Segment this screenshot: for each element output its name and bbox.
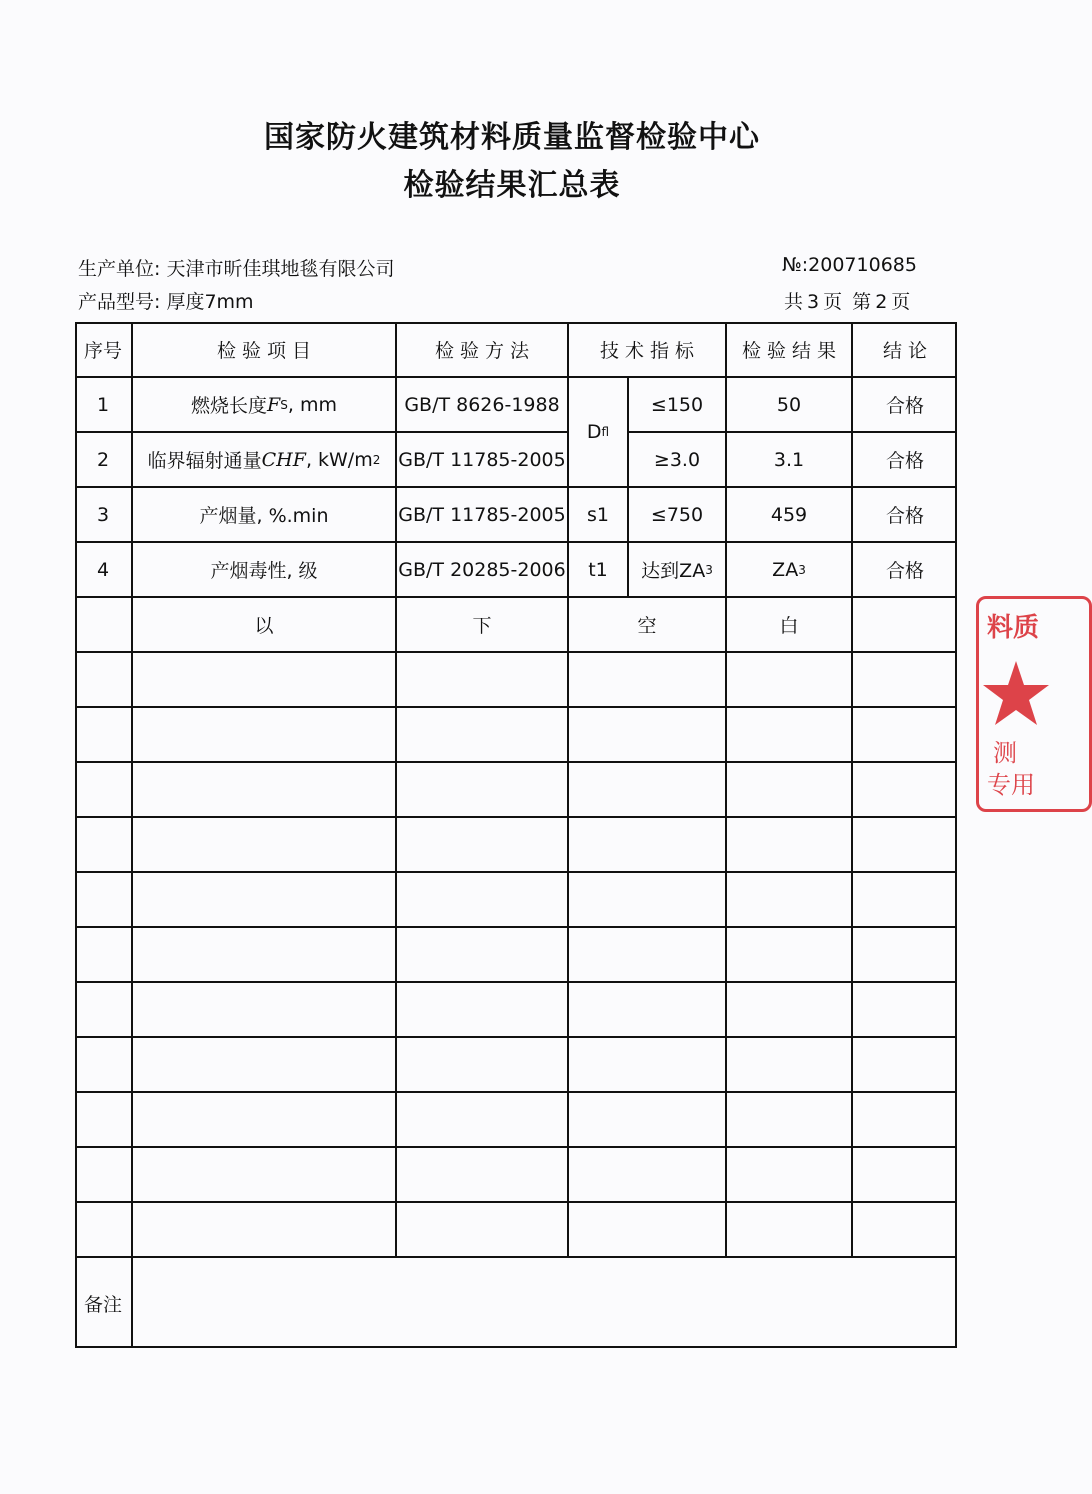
row3-seq: 3 xyxy=(75,488,133,543)
row2-item-symbol: CHF xyxy=(261,448,306,471)
row2-result: 3.1 xyxy=(727,433,853,488)
empty-cell xyxy=(75,818,133,873)
empty-cell xyxy=(397,708,569,763)
model-line xyxy=(78,287,254,314)
empty-cell xyxy=(727,1203,853,1258)
empty-cell xyxy=(397,1038,569,1093)
page-current-prefix: 第 xyxy=(852,291,872,313)
row1-result: 50 xyxy=(727,378,853,433)
empty-cell xyxy=(853,928,957,983)
blank-row-seq xyxy=(75,598,133,653)
empty-cell xyxy=(853,1038,957,1093)
header-item: 检 验 项 目 xyxy=(133,322,397,378)
empty-cell xyxy=(133,1093,397,1148)
producer-label: 生产单位: xyxy=(78,258,161,280)
row1-item-prefix: 燃烧长度 xyxy=(191,395,268,417)
empty-cell xyxy=(397,1203,569,1258)
blank-note-2: 下 xyxy=(397,598,569,653)
empty-cell xyxy=(569,708,727,763)
empty-cell xyxy=(397,818,569,873)
blank-note-1: 以 xyxy=(133,598,397,653)
empty-cell xyxy=(75,928,133,983)
empty-cell xyxy=(397,928,569,983)
blank-row-conclusion xyxy=(853,598,957,653)
empty-cell xyxy=(727,983,853,1038)
empty-cell xyxy=(133,818,397,873)
header-seq: 序号 xyxy=(75,322,133,378)
blank-note-3: 空 xyxy=(569,598,727,653)
row2-item-superscript: 2 xyxy=(372,452,381,467)
empty-cell xyxy=(75,1148,133,1203)
row4-spec xyxy=(629,543,727,598)
empty-cell xyxy=(853,653,957,708)
class-dfl xyxy=(569,378,629,488)
remarks-value xyxy=(133,1258,957,1348)
row4-result-subscript: 3 xyxy=(798,562,806,577)
empty-cell xyxy=(727,763,853,818)
page-total: 3 xyxy=(807,291,820,313)
stamp-bottom-text: 专用 xyxy=(987,771,1035,799)
row4-result-prefix: ZA xyxy=(772,558,799,581)
empty-cell xyxy=(727,928,853,983)
row3-item: 产烟量, %.min xyxy=(133,488,397,543)
empty-cell xyxy=(727,818,853,873)
number-value: 200710685 xyxy=(808,254,917,276)
stamp-mid-text: 测 xyxy=(993,739,1017,767)
row4-seq: 4 xyxy=(75,543,133,598)
empty-cell xyxy=(133,653,397,708)
empty-cell xyxy=(853,818,957,873)
row2-conclusion: 合格 xyxy=(853,433,957,488)
row4-method: GB/T 20285-2006 xyxy=(397,543,569,598)
empty-cell xyxy=(727,653,853,708)
model-label: 产品型号: xyxy=(78,291,161,313)
page-total-suffix: 页 xyxy=(823,291,843,313)
star-icon xyxy=(981,659,1051,729)
page-current: 2 xyxy=(875,291,888,313)
empty-cell xyxy=(397,763,569,818)
header-method: 检 验 方 法 xyxy=(397,322,569,378)
empty-cell xyxy=(397,1093,569,1148)
empty-cell xyxy=(75,873,133,928)
row4-conclusion: 合格 xyxy=(853,543,957,598)
row4-spec-subscript: 3 xyxy=(705,562,713,577)
row2-method: GB/T 11785-2005 xyxy=(397,433,569,488)
row1-seq: 1 xyxy=(75,378,133,433)
empty-cell xyxy=(133,873,397,928)
row1-spec: ≤150 xyxy=(629,378,727,433)
empty-cell xyxy=(727,708,853,763)
row3-method: GB/T 11785-2005 xyxy=(397,488,569,543)
results-table xyxy=(75,322,957,1348)
empty-cell xyxy=(569,1093,727,1148)
stamp-top-text: 料质 xyxy=(987,613,1040,643)
row1-item-symbol: F xyxy=(267,393,281,416)
producer-value: 天津市昕佳琪地毯有限公司 xyxy=(166,258,395,280)
empty-cell xyxy=(853,1203,957,1258)
page-current-suffix: 页 xyxy=(891,291,911,313)
row2-item xyxy=(133,433,397,488)
row1-conclusion: 合格 xyxy=(853,378,957,433)
empty-cell xyxy=(133,1203,397,1258)
row4-class: t1 xyxy=(569,543,629,598)
empty-cell xyxy=(727,1038,853,1093)
empty-cell xyxy=(569,928,727,983)
empty-cell xyxy=(133,928,397,983)
empty-cell xyxy=(569,1203,727,1258)
empty-cell xyxy=(853,1093,957,1148)
empty-cell xyxy=(727,1093,853,1148)
number-label: №: xyxy=(782,254,809,276)
empty-cell xyxy=(75,983,133,1038)
header-result: 检 验 结 果 xyxy=(727,322,853,378)
model-value: 厚度7mm xyxy=(166,291,254,313)
row1-item xyxy=(133,378,397,433)
empty-cell xyxy=(569,983,727,1038)
empty-cell xyxy=(569,1038,727,1093)
report-number-line xyxy=(782,254,917,276)
header-conclusion: 结 论 xyxy=(853,322,957,378)
empty-cell xyxy=(133,983,397,1038)
row4-spec-prefix: 达到ZA xyxy=(641,560,706,582)
class-dfl-main: D xyxy=(586,421,602,443)
empty-cell xyxy=(397,653,569,708)
empty-cell xyxy=(569,873,727,928)
remarks-label: 备注 xyxy=(75,1258,133,1348)
empty-cell xyxy=(133,1148,397,1203)
document-title: 国家防火建筑材料质量监督检验中心 xyxy=(264,120,760,155)
empty-cell xyxy=(727,1148,853,1203)
empty-cell xyxy=(853,708,957,763)
page-indicator xyxy=(782,287,912,314)
row3-result: 459 xyxy=(727,488,853,543)
row3-spec: ≤750 xyxy=(629,488,727,543)
empty-cell xyxy=(569,818,727,873)
blank-note-4: 白 xyxy=(727,598,853,653)
empty-cell xyxy=(75,1203,133,1258)
empty-cell xyxy=(853,1148,957,1203)
row3-conclusion: 合格 xyxy=(853,488,957,543)
header-spec: 技 术 指 标 xyxy=(569,322,727,378)
row2-spec: ≥3.0 xyxy=(629,433,727,488)
empty-cell xyxy=(75,1038,133,1093)
row2-item-suffix: , kW/m xyxy=(305,448,373,471)
row4-item: 产烟毒性, 级 xyxy=(133,543,397,598)
row1-method: GB/T 8626-1988 xyxy=(397,378,569,433)
empty-cell xyxy=(853,873,957,928)
empty-cell xyxy=(727,873,853,928)
row2-item-prefix: 临界辐射通量 xyxy=(147,450,262,472)
empty-cell xyxy=(75,708,133,763)
empty-cell xyxy=(75,763,133,818)
empty-cell xyxy=(569,763,727,818)
empty-cell xyxy=(397,983,569,1038)
empty-cell xyxy=(133,763,397,818)
empty-cell xyxy=(397,1148,569,1203)
empty-cell xyxy=(133,1038,397,1093)
producer-line xyxy=(78,254,394,281)
empty-cell xyxy=(853,763,957,818)
empty-cell xyxy=(569,1148,727,1203)
empty-cell xyxy=(133,708,397,763)
row3-class: s1 xyxy=(569,488,629,543)
class-dfl-subscript: fl xyxy=(601,425,610,439)
inspection-stamp xyxy=(976,596,1092,812)
document-subtitle: 检验结果汇总表 xyxy=(403,168,621,203)
empty-cell xyxy=(397,873,569,928)
page-total-prefix: 共 xyxy=(784,291,804,313)
row1-item-subscript: S xyxy=(280,397,288,412)
row2-seq: 2 xyxy=(75,433,133,488)
row1-item-suffix: , mm xyxy=(287,393,337,416)
empty-cell xyxy=(853,983,957,1038)
empty-cell xyxy=(569,653,727,708)
row4-result xyxy=(727,543,853,598)
empty-cell xyxy=(75,1093,133,1148)
empty-cell xyxy=(75,653,133,708)
